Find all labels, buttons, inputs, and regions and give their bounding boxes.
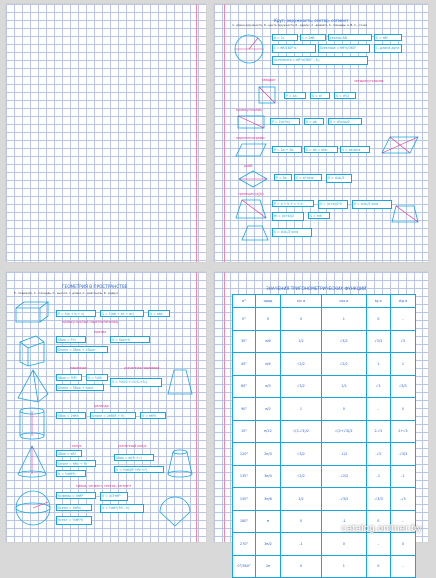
table-cell: 0 [321,533,366,556]
sphere-sector-diagram [158,498,192,528]
parallelepiped-title: прямоугольный параллелепипед [62,320,118,324]
table-cell: 5π/6 [256,488,281,511]
table-cell: 2π/3 [256,443,281,466]
margin-line [196,272,197,542]
column-header: αрад [256,295,281,308]
circle-legend: d - длина окружности, D - центр окружности, R - радиус, d - диаметр, S - площадь, A, B, C, - точки [232,24,368,27]
table-row [233,375,416,398]
table-cell: 90° [233,398,256,421]
formula-box: S = d²/2 [334,92,356,99]
table-cell: 120° [233,443,256,466]
table-cell: 180° [233,510,256,533]
formula-box: Sполн = Sбок + 2Sосн [56,346,108,353]
formula-box: V = ⅓πR²h [56,470,86,477]
formula-box: Sсегмента = πR²α/360° - S△ [272,56,368,65]
box-diagram [14,300,50,324]
table-row [233,330,416,353]
formula-box: S = a²·sinα [294,174,322,181]
formula-box: Sсегм = 2πRh [56,504,92,511]
table-row [233,398,416,421]
table-cell: 2-√3 [366,420,390,443]
formula-box: V = ⅓h(S₁+√S₁S₂+S₂) [110,378,162,387]
cylinder-title: цилиндр [94,404,109,408]
table-cell: 0 [366,308,390,331]
formula-box: L = 2πR [300,34,326,41]
table-cell: π/3 [256,375,281,398]
rect-diagram [236,114,266,130]
page-grid [6,4,206,262]
formula-box: Sбок = P·h [56,336,86,343]
sphere-diagram [14,488,52,528]
table-row [233,465,416,488]
table-cell: √3/3 [366,330,390,353]
formula-box: Sсферы = 4πR² [56,492,96,499]
formula-box: Sбок = πRl [56,450,82,457]
sphere-title: сфера, сегмент, сектор, сегмент [76,484,132,488]
table-cell: – [366,533,390,556]
table-cell: π/2 [256,398,281,421]
para-diagram-2 [380,134,420,156]
formula-box: P = 2a + 2b [272,146,302,153]
table-row [233,353,416,376]
column-header: sin α [281,295,322,308]
table-cell: – [390,510,415,533]
formula-box: V = abc [148,310,170,317]
cone-title: конус [72,444,82,448]
formula-box: S = (a+b)/2·h [318,200,348,209]
formula-box: Sбок = 2πRh [56,412,86,419]
table-cell: 3π/2 [256,533,281,556]
formula-box: L = πR/180°·α [272,44,316,53]
formula-box: S = ah = bhb [304,146,338,153]
table-cell: √3/2 [281,375,322,398]
table-cell: 0° [233,308,256,331]
table-cell: -1 [281,533,322,556]
table-header-row [233,295,416,308]
trig-title: ЗНАЧЕНИЯ ТРИГОНОМЕТРИЧЕСКИХ ФУНКЦИЙ [266,286,367,291]
table-cell: 150° [233,488,256,511]
formula-box: S = a² [310,92,330,99]
formula-box: V = Sосн·h [110,336,150,343]
watermark: catalog.onliner.by [341,524,422,534]
trap-diagram-2 [240,224,270,242]
pyramid-diagram [16,368,50,404]
table-cell: -√3/2 [321,488,366,511]
trap-diagram-3 [390,204,420,224]
table-cell: 1 [281,398,322,421]
table-cell: 135° [233,465,256,488]
formula-box: Sполн = Sбок + Sосн [56,384,104,391]
table-cell: √3 [366,375,390,398]
table-row [233,555,416,578]
rect-title: прямоугольник [236,108,262,112]
formula-box: S = d²sinα/2 [328,118,362,125]
margin-line [224,4,225,262]
formula-box: S = πR² [374,34,402,41]
formula-box: P = 4a [274,174,292,181]
formula-box: S = d₁d₂/2·sinα [352,200,392,209]
trig-table [232,294,416,578]
formula-box: S = d₁d₂/2·sinα [272,228,312,237]
cylinder-diagram [18,406,46,442]
table-cell: -√2/2 [321,465,366,488]
formula-box: Sбок = ½Pl [56,374,82,381]
table-cell: -1 [321,510,366,533]
table-cell: 0 [390,533,415,556]
formula-box: Sбок = πl(R + r) [114,454,154,461]
para-title: параллелограмм [236,136,265,140]
rhombus-diagram [238,170,268,188]
margin-line [224,272,225,542]
table-cell: √3/3 [390,375,415,398]
table-cell: √2/2 [281,353,322,376]
table-cell: π/6 [256,330,281,353]
column-header: cos α [321,295,366,308]
table-cell: √2/2 [281,465,322,488]
formula-box: V = 4/3·πR³ [100,492,128,501]
formula-box: Sполн = πR(l + R) [56,460,96,467]
table-cell: √(2-√3)/2 [281,420,322,443]
solid-title: ГЕОМЕТРИЯ В ПРОСТРАНСТВЕ [62,284,128,289]
formula-box: Sполн = 2πR(R + h) [90,412,136,419]
table-cell: – [390,308,415,331]
formula-box: m = (a+b)/2 [272,212,304,221]
table-cell: 270° [233,533,256,556]
table-cell: -√3 [366,443,390,466]
table-cell: 2+√3 [390,420,415,443]
square-title: квадрат [262,78,276,82]
formula-box: V = ⅓πh²(3R - h) [100,504,144,513]
para-diagram [234,142,268,158]
table-cell: 1/2 [321,375,366,398]
table-cell: – [390,555,415,578]
table-cell: 0 [390,398,415,421]
column-header: α° [233,295,256,308]
formula-box: d = 2r [272,34,298,41]
square-diagram [256,84,278,106]
column-header: ctg α [390,295,415,308]
table-row [233,420,416,443]
trunc-pyramid-title: усеченная пирамида [124,366,160,370]
table-cell: 1 [321,308,366,331]
formula-box: Vсект = ⅔πR²h [56,516,92,525]
table-cell: 60° [233,375,256,398]
formula-box: S = d₁d₂/2 [326,174,352,183]
page-trig-table [214,272,428,569]
formula-box: l - длина дуги [374,44,402,53]
table-cell: 0 [281,555,322,578]
page-plane-figures [214,4,428,262]
formula-box: V = πR²h [140,412,166,419]
table-cell: 0 [321,398,366,421]
table-cell: π [256,510,281,533]
solid-legend: P - периметр, S - площадь, h - высота, l - длина, d - диагональ, R - радиус [14,291,119,295]
table-cell: 15° [233,420,256,443]
cone-diagram [16,444,48,480]
table-cell: π/4 [256,353,281,376]
table-cell: 0°/360° [233,555,256,578]
column-header: tg α [366,295,390,308]
prism-diagram [16,332,48,368]
table-row [233,308,416,331]
table-cell: 0 [256,308,281,331]
formula-box: S = ab·sinα [340,146,370,153]
trunc-cone-diagram [166,448,194,478]
prism-title: призма [94,330,107,334]
trap-diagram [234,198,268,220]
table-cell: √3/2 [281,443,322,466]
trunc-cone-title: усеченный конус [118,444,147,448]
table-cell: √2/2 [321,353,366,376]
table-cell: π/12 [256,420,281,443]
table-cell: -1 [366,465,390,488]
table-cell: √3/2 [321,330,366,353]
table-cell: 1 [390,353,415,376]
formula-box: S = 2(ab + bc + ac) [100,310,144,317]
formula-box: сектор AB [328,34,372,41]
table-row [233,488,416,511]
table-cell: √3 [390,330,415,353]
formula-box: S = mh [308,212,330,219]
table-cell: 1 [366,353,390,376]
formula-box: V = ⅓Sh [86,374,108,381]
formula-box: Sсектора = πR²α/360° [318,44,370,53]
table-cell: 0 [366,555,390,578]
rhombus-title: ромб [244,164,253,168]
table-cell: 30° [233,330,256,353]
pyramid-title: пирамида [70,366,87,370]
table-cell: 0 [281,308,322,331]
table-cell: 45° [233,353,256,376]
table-cell: -1 [390,465,415,488]
page-solid-geometry [6,272,206,542]
table-cell: 0 [366,510,390,533]
trap-title: трапеция (a||b) [238,192,264,196]
table-cell: 0 [281,510,322,533]
table-cell: 3π/4 [256,465,281,488]
formula-box: P = 4(a + b + c) [56,310,96,317]
quad-title: четырехугольник [354,79,384,83]
table-cell: 1/2 [281,488,322,511]
table-cell: 2π [256,555,281,578]
table-cell: -√3/3 [390,443,415,466]
table-cell: -√3/3 [366,488,390,511]
trunc-pyramid-diagram [166,368,194,398]
formula-box: P = a + b + c + d [272,200,314,207]
formula-box: P = 4a [284,92,306,99]
table-cell: 1 [321,555,366,578]
circle-title: Круг; окружность, сектор, сегмент [274,18,349,23]
table-cell: √(2+√3)/2 [321,420,366,443]
circle-diagram [232,32,266,66]
formula-box: S = ab [304,118,324,125]
formula-box: V = ⅓πh(R²+Rr+r²) [114,466,164,473]
table-row [233,533,416,556]
table-cell: 1/2 [281,330,322,353]
table-cell: -1/2 [321,443,366,466]
table-cell: – [366,398,390,421]
table-row [233,443,416,466]
table-cell: -√3 [390,488,415,511]
margin-line [196,4,197,262]
formula-box: P = 2(a+b) [270,118,300,125]
